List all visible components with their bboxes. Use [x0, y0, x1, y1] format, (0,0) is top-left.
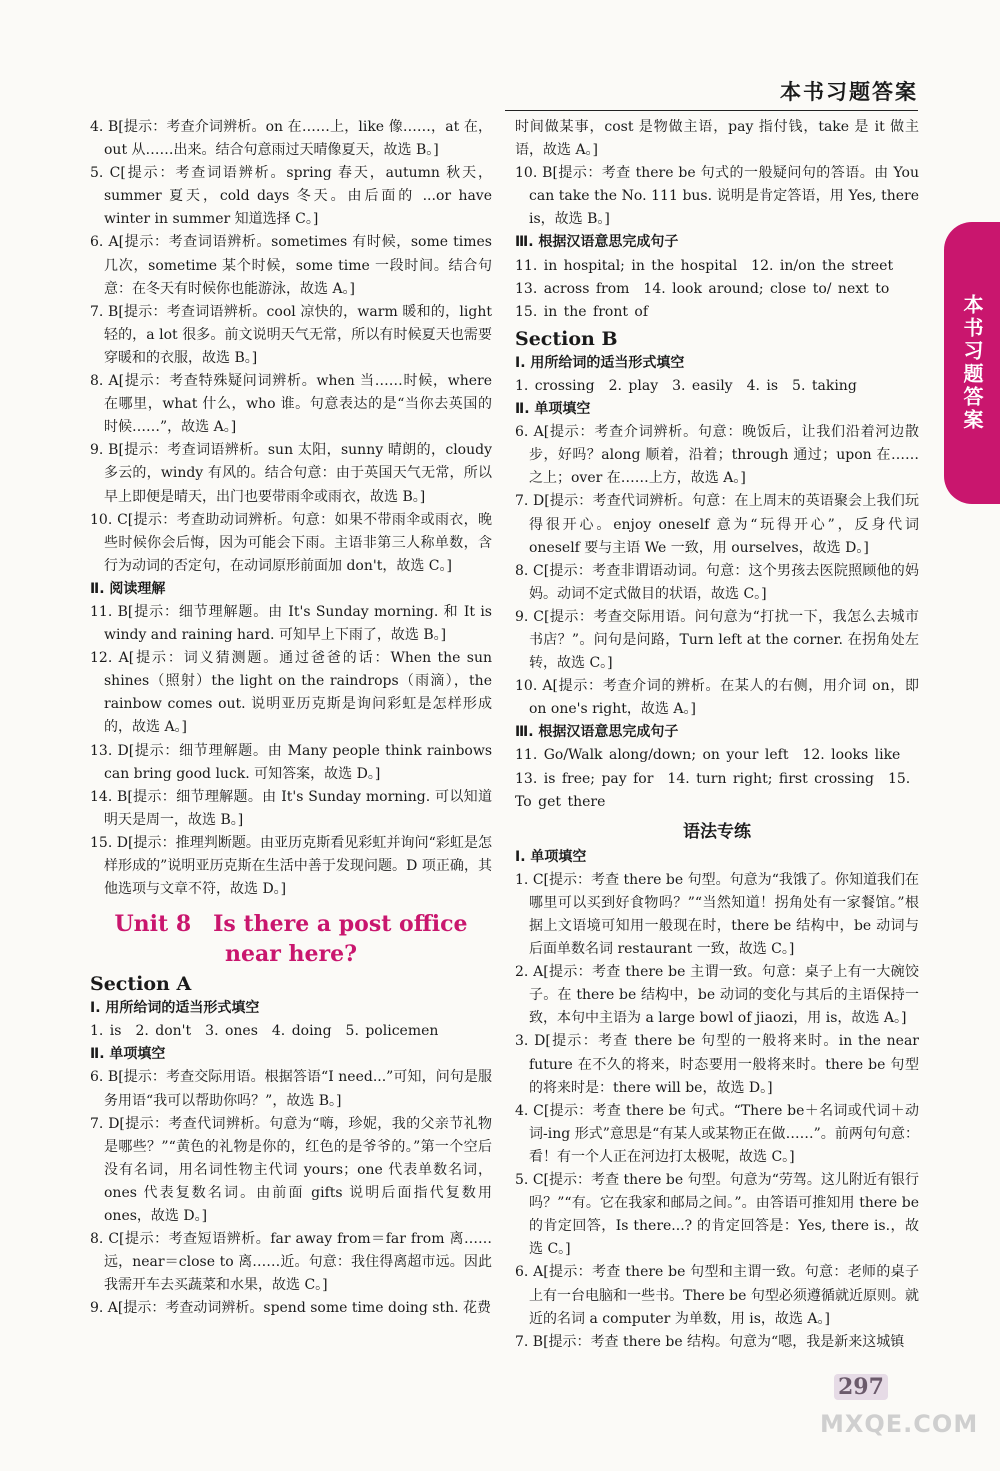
answer-line: 11. Go/Walk along/down; on your left 12. looks like 13. is free; pay for 14. turn right; first crossing 15. To get there: [515, 747, 915, 810]
answer-item: 2. A[提示：考查 there be 主谓一致。句意：桌子上有一大碗饺子。在 there be 结构中，be 动词的变化与其后的主语保持一致，本句中主语为 a large bowl of jiaozi，用 is，故选 A。]: [515, 964, 919, 1027]
part-label: Ⅰ. 用所给词的适当形式填空: [90, 1000, 260, 1017]
answer-item: 11. B[提示：细节理解题。由 It's Sunday morning. 和 It is windy and raining hard. 可知早上下雨了，故选 B。]: [90, 603, 492, 644]
answer-item: 10. A[提示：考查介词的辨析。在某人的右侧，用介词 on，即 on one's right，故选 A。]: [515, 678, 919, 718]
section-heading: Section A: [90, 973, 192, 996]
header-rule: [505, 110, 918, 111]
answer-item: 14. B[提示：细节理解题。由 It's Sunday morning. 可以知道明天是周一，故选 B。]: [90, 788, 492, 828]
right-column: [515, 116, 919, 1354]
answer-item: 13. D[提示：细节理解题。由 Many people think rainbows can bring good luck. 可知答案，故选 D。]: [90, 742, 492, 782]
answer-item: 9. A[提示：考查动词辨析。spend some time doing sth. 花费: [90, 1300, 492, 1317]
header-title: 本书习题答案: [780, 79, 918, 104]
answer-item: 10. B[提示：考查 there be 句式的一般疑问句的答语。由 You can take the No. 111 bus. 说明是肯定答语，用 Yes, there is，故选 B。]: [515, 165, 919, 228]
answer-line: 1. is 2. don't 3. ones 4. doing 5. policemen: [90, 1023, 439, 1040]
answer-item: 6. A[提示：考查词语辨析。sometimes 有时候，some times 几次，sometime 某个时候，some time 一段时间。结合句意：在冬天有时候你也能游泳，故选 A。]: [90, 234, 492, 297]
answer-item: 6. B[提示：考查交际用语。根据答语“I need...”可知，问句是服务用语“我可以帮助你吗？”，故选 B。]: [90, 1069, 492, 1109]
page-number: 297: [834, 1374, 888, 1400]
answer-item: 3. D[提示：考查 there be 句型的一般将来时。in the near future 在不久的将来，时态要用一般将来时。there be 句型的将来时是：there will be，故选 D。]: [515, 1033, 919, 1096]
answer-item: 12. A[提示：词义猜测题。通过爸爸的话：When the sun shines（照射）the light on the raindrops（雨滴），the rainbow comes out. 说明亚历克斯是询问彩虹是怎样形成的，故选 A。]: [90, 650, 492, 736]
part-label: Ⅲ. 根据汉语意思完成句子: [515, 234, 679, 251]
answer-item: 5. C[提示：考查 there be 句型。句意为“劳驾。这儿附近有银行吗？”“有。它在我家和邮局之间。”。由答语可推知用 there be 的肯定回答，Is there...? 的肯定回答是：Yes, there is.，故选 C。]: [515, 1172, 919, 1258]
answer-item: 15. D[提示：推理判断题。由亚历克斯看见彩虹并询问“彩虹是怎样形成的”说明亚历克斯在生活中善于发现问题。D 项正确，其他选项与文章不符，故选 D。]: [90, 834, 492, 898]
unit-heading: Unit 8 Is there a post office near here?: [114, 911, 468, 968]
grammar-heading: 语法专练: [683, 821, 751, 842]
answer-item: 6. A[提示：考查介词辨析。句意：晚饭后，让我们沿着河边散步，好吗？along 顺着，沿着；through 通过；upon 在……之上；over 在……上方，故选 A。]: [515, 424, 919, 487]
part-label: Ⅱ. 阅读理解: [90, 580, 166, 597]
answer-item: 8. C[提示：考查短语辨析。far away from＝far from 离……远，near＝close to 离……近。句意：我住得离超市远。因此我需开车去买蔬菜和水果，故选 C。]: [90, 1231, 492, 1294]
answer-item: 9. C[提示：考查交际用语。问句意为“打扰一下，我怎么去城市书店？”。问句是问路，Turn left at the corner. 在拐角处左转，故选 C。]: [515, 608, 919, 672]
part-label: Ⅱ. 单项填空: [90, 1046, 166, 1063]
answer-item: 7. D[提示：考查代词辨析。句意：在上周末的英语聚会上我们玩得很开心。enjoy oneself 意为“玩得开心”，反身代词 oneself 要与主语 We 一致，用 ourselves，故选 D。]: [515, 493, 919, 556]
answer-item: 7. B[提示：考查 there be 结构。句意为“嗯，我是新来这城镇: [515, 1333, 905, 1350]
answer-item: 10. C[提示：考查助动词辨析。句意：如果不带雨伞或雨衣，晚些时候你会后悔，因为可能会下雨。主语非第三人称单数，含行为动词的否定句，在动词原形前面加 don't，故选 C。]: [90, 511, 492, 574]
answer-item: 7. B[提示：考查词语辨析。cool 凉快的，warm 暖和的，light 轻的，a lot 很多。前文说明天气无常，所以有时候夏天也需要穿暖和的衣服，故选 B。]: [90, 303, 492, 366]
answer-line: 1. crossing 2. play 3. easily 4. is 5. taking: [515, 377, 857, 394]
part-label: Ⅰ. 用所给词的适当形式填空: [515, 354, 685, 371]
page-header: [0, 0, 1000, 118]
answer-item: 8. A[提示：考查特殊疑问词辨析。when 当……时候，where 在哪里，what 什么，who 谁。句意表达的是“当你去英国的时候……”，故选 A。]: [90, 373, 492, 436]
watermark-logo: MXQE.COM: [820, 1410, 979, 1438]
part-label: Ⅰ. 单项填空: [515, 848, 587, 865]
answer-continuation: 时间做某事，cost 是物做主语，pay 指付钱，take 是 it 做主语，故选 A。]: [515, 119, 919, 159]
answer-item: 6. A[提示：考查 there be 句型和主谓一致。句意：老师的桌子上有一台电脑和一些书。There be 句型必须遵循就近原则。就近的名词 a computer 为单数，用 is，故选 A。]: [515, 1264, 919, 1327]
answer-item: 7. D[提示：考查代词辨析。句意为“嗨，珍妮，我的父亲节礼物是哪些？”“黄色的礼物是你的，红色的是爷爷的。”第一个空后没有名词，用名词性物主代词 yours；one 代表单数名词，ones 代表复数名词。由前面 gifts 说明后面指代复数用 ones，故选 D。]: [90, 1115, 492, 1225]
answer-item: 4. B[提示：考查介词辨析。on 在……上，like 像……，at 在，out 从……出来。结合句意雨过天晴像夏天，故选 B。]: [90, 119, 492, 159]
answer-item: 8. C[提示：考查非谓语动词。句意：这个男孩去医院照顾他的妈妈。动词不定式做目的状语，故选 C。]: [515, 562, 919, 602]
section-heading: Section B: [515, 327, 618, 350]
part-label: Ⅱ. 单项填空: [515, 401, 591, 418]
answer-line: 11. in hospital; in the hospital 12. in/on the street 13. across from 14. look around; close to/ next to 15. in the front of: [515, 257, 908, 320]
answer-item: 9. B[提示：考查词语辨析。sun 太阳，sunny 晴朗的，cloudy 多云的，windy 有风的。结合句意：由于英国天气无常，所以早上即便是晴天，出门也要带雨伞或雨衣，故选 B。]: [90, 442, 492, 505]
side-tab: 本书习题答案: [944, 222, 1000, 504]
answer-item: 5. C[提示：考查词语辨析。spring 春天，autumn 秋天，summer 夏天，cold days 冬天。由后面的 ...or have winter in summer 知道选择 C。]: [90, 165, 492, 228]
answer-item: 4. C[提示：考查 there be 句式。“There be＋名词或代词＋动词-ing 形式”意思是“有某人或某物正在做……”。前两句句意：看！有一个人正在河边打太极呢，故选 C。]: [515, 1102, 919, 1165]
left-column: [90, 116, 492, 1321]
part-label: Ⅲ. 根据汉语意思完成句子: [515, 724, 679, 741]
answer-item: 1. C[提示：考查 there be 句型。句意为“我饿了。你知道我们在哪里可以买到好食物吗？”“当然知道！拐角处有一家餐馆。”根据上文语境可知用一般现在时，there be 结构中，be 动词与后面单数名词 restaurant 一致，故选 C。]: [515, 871, 919, 958]
